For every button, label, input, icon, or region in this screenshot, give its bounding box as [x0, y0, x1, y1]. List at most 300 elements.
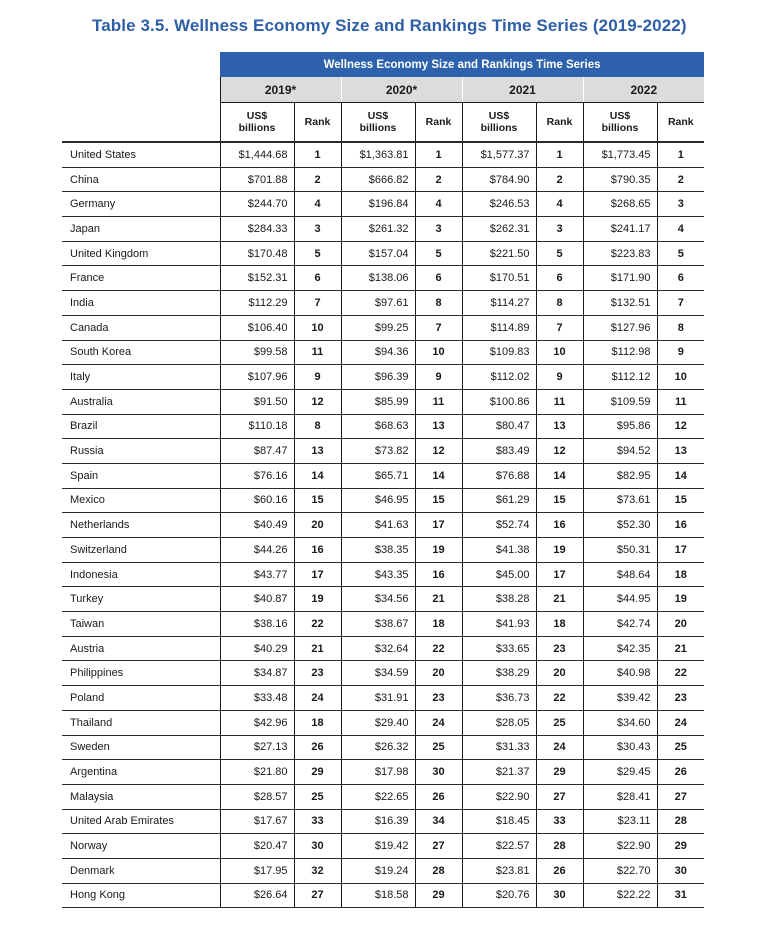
rank-cell: 16 — [536, 513, 583, 538]
value-cell: $52.30 — [583, 513, 657, 538]
value-cell: $20.76 — [462, 883, 536, 908]
table-row — [62, 858, 704, 883]
rank-cell: 25 — [657, 735, 704, 760]
value-cell: $23.81 — [462, 858, 536, 883]
rank-cell: 22 — [294, 612, 341, 637]
value-cell: $48.64 — [583, 562, 657, 587]
value-cell: $110.18 — [220, 414, 294, 439]
table-row — [62, 587, 704, 612]
value-cell: $50.31 — [583, 538, 657, 563]
rank-cell: 9 — [294, 365, 341, 390]
value-cell: $36.73 — [462, 686, 536, 711]
value-cell: $40.29 — [220, 636, 294, 661]
table-row — [62, 192, 704, 217]
value-cell: $170.48 — [220, 241, 294, 266]
rank-cell: 31 — [657, 883, 704, 908]
rank-cell: 23 — [415, 686, 462, 711]
rank-cell: 7 — [294, 291, 341, 316]
value-cell: $784.90 — [462, 167, 536, 192]
country-cell: South Korea — [62, 340, 220, 365]
table-row — [62, 315, 704, 340]
table-row — [62, 562, 704, 587]
country-cell: Austria — [62, 636, 220, 661]
rank-cell: 27 — [657, 784, 704, 809]
rank-cell: 15 — [415, 488, 462, 513]
table-row — [62, 167, 704, 192]
value-cell: $221.50 — [462, 241, 536, 266]
country-cell: Germany — [62, 192, 220, 217]
country-cell: Denmark — [62, 858, 220, 883]
country-cell: Thailand — [62, 710, 220, 735]
value-column-header — [220, 103, 294, 143]
table-row — [62, 463, 704, 488]
value-cell: $94.52 — [583, 439, 657, 464]
country-cell: Italy — [62, 365, 220, 390]
rank-cell: 9 — [536, 365, 583, 390]
rank-cell: 16 — [657, 513, 704, 538]
value-cell: $94.36 — [341, 340, 415, 365]
table-body — [62, 142, 704, 908]
rank-cell: 30 — [294, 834, 341, 859]
rank-cell: 17 — [536, 562, 583, 587]
column-header-row — [62, 103, 704, 143]
table-row — [62, 340, 704, 365]
value-cell: $20.47 — [220, 834, 294, 859]
rank-cell: 11 — [415, 389, 462, 414]
rank-cell: 9 — [657, 340, 704, 365]
value-cell: $45.00 — [462, 562, 536, 587]
value-cell: $80.47 — [462, 414, 536, 439]
country-cell: Switzerland — [62, 538, 220, 563]
country-cell: Spain — [62, 463, 220, 488]
value-cell: $34.60 — [583, 710, 657, 735]
value-header-currency: US$ — [367, 110, 389, 122]
rank-cell: 24 — [657, 710, 704, 735]
value-cell: $22.90 — [462, 784, 536, 809]
value-cell: $61.29 — [462, 488, 536, 513]
table-row — [62, 538, 704, 563]
value-cell: $22.57 — [462, 834, 536, 859]
value-cell: $106.40 — [220, 315, 294, 340]
value-cell: $244.70 — [220, 192, 294, 217]
value-cell: $34.59 — [341, 661, 415, 686]
value-header-currency: US$ — [246, 110, 268, 122]
value-cell: $40.49 — [220, 513, 294, 538]
rank-column-header: Rank — [657, 103, 704, 143]
rank-cell: 2 — [536, 167, 583, 192]
rank-cell: 26 — [294, 735, 341, 760]
rank-cell: 21 — [657, 636, 704, 661]
rank-cell: 23 — [536, 636, 583, 661]
rank-cell: 21 — [294, 636, 341, 661]
country-column-header — [62, 103, 220, 143]
country-cell: Philippines — [62, 661, 220, 686]
year-header-row — [62, 77, 704, 103]
country-cell: India — [62, 291, 220, 316]
rank-cell: 32 — [294, 858, 341, 883]
rank-cell: 21 — [536, 587, 583, 612]
value-cell: $17.98 — [341, 760, 415, 785]
country-cell: United States — [62, 142, 220, 167]
table-row — [62, 291, 704, 316]
value-cell: $52.74 — [462, 513, 536, 538]
table-row — [62, 389, 704, 414]
rank-cell: 13 — [415, 414, 462, 439]
value-cell: $38.28 — [462, 587, 536, 612]
rank-cell: 19 — [657, 587, 704, 612]
rank-cell: 12 — [657, 414, 704, 439]
rank-cell: 3 — [536, 217, 583, 242]
rank-cell: 19 — [415, 538, 462, 563]
value-cell: $17.95 — [220, 858, 294, 883]
rank-cell: 2 — [415, 167, 462, 192]
rank-cell: 14 — [657, 463, 704, 488]
rank-cell: 1 — [294, 142, 341, 167]
year-spacer — [62, 77, 220, 103]
rank-cell: 19 — [294, 587, 341, 612]
rank-cell: 1 — [657, 142, 704, 167]
table-row — [62, 809, 704, 834]
value-cell: $38.35 — [341, 538, 415, 563]
rank-column-header: Rank — [536, 103, 583, 143]
header-spacer — [62, 52, 220, 77]
table-row — [62, 661, 704, 686]
value-header-unit: billions — [359, 122, 397, 134]
table-header-band — [62, 52, 704, 77]
value-header-unit: billions — [238, 122, 276, 134]
rank-cell: 28 — [415, 858, 462, 883]
value-cell: $43.35 — [341, 562, 415, 587]
value-cell: $38.29 — [462, 661, 536, 686]
country-cell: Taiwan — [62, 612, 220, 637]
value-cell: $28.05 — [462, 710, 536, 735]
rank-cell: 15 — [657, 488, 704, 513]
value-column-header — [462, 103, 536, 143]
year-header: 2020* — [341, 77, 462, 103]
value-cell: $65.71 — [341, 463, 415, 488]
rank-cell: 4 — [657, 217, 704, 242]
value-cell: $76.88 — [462, 463, 536, 488]
value-cell: $41.63 — [341, 513, 415, 538]
rank-cell: 14 — [415, 463, 462, 488]
value-cell: $21.37 — [462, 760, 536, 785]
rank-cell: 2 — [294, 167, 341, 192]
rank-cell: 7 — [415, 315, 462, 340]
value-cell: $32.64 — [341, 636, 415, 661]
rank-cell: 15 — [294, 488, 341, 513]
rank-cell: 27 — [415, 834, 462, 859]
rank-cell: 24 — [294, 686, 341, 711]
rank-cell: 5 — [415, 241, 462, 266]
value-cell: $33.65 — [462, 636, 536, 661]
value-cell: $43.77 — [220, 562, 294, 587]
rank-cell: 6 — [536, 266, 583, 291]
rank-cell: 18 — [657, 562, 704, 587]
value-cell: $29.45 — [583, 760, 657, 785]
value-cell: $1,577.37 — [462, 142, 536, 167]
rankings-table — [62, 52, 704, 908]
rank-cell: 8 — [415, 291, 462, 316]
rank-cell: 26 — [415, 784, 462, 809]
country-cell: Hong Kong — [62, 883, 220, 908]
value-cell: $41.93 — [462, 612, 536, 637]
value-cell: $23.11 — [583, 809, 657, 834]
value-cell: $83.49 — [462, 439, 536, 464]
rank-cell: 4 — [294, 192, 341, 217]
value-cell: $29.40 — [341, 710, 415, 735]
rank-cell: 27 — [294, 883, 341, 908]
value-cell: $46.95 — [341, 488, 415, 513]
value-cell: $112.12 — [583, 365, 657, 390]
value-cell: $40.87 — [220, 587, 294, 612]
value-cell: $701.88 — [220, 167, 294, 192]
value-cell: $22.22 — [583, 883, 657, 908]
value-cell: $40.98 — [583, 661, 657, 686]
rank-cell: 1 — [415, 142, 462, 167]
value-cell: $30.43 — [583, 735, 657, 760]
country-cell: Sweden — [62, 735, 220, 760]
country-cell: Turkey — [62, 587, 220, 612]
value-cell: $18.58 — [341, 883, 415, 908]
country-cell: United Arab Emirates — [62, 809, 220, 834]
rank-cell: 13 — [657, 439, 704, 464]
country-cell: Japan — [62, 217, 220, 242]
rank-cell: 11 — [536, 389, 583, 414]
value-column-header — [341, 103, 415, 143]
page-title: Table 3.5. Wellness Economy Size and Rankings Time Series (2019-2022) — [92, 16, 687, 35]
rank-cell: 14 — [536, 463, 583, 488]
value-cell: $22.65 — [341, 784, 415, 809]
value-cell: $152.31 — [220, 266, 294, 291]
rank-cell: 13 — [294, 439, 341, 464]
country-cell: France — [62, 266, 220, 291]
value-cell: $41.38 — [462, 538, 536, 563]
value-cell: $107.96 — [220, 365, 294, 390]
value-cell: $109.59 — [583, 389, 657, 414]
rank-cell: 16 — [415, 562, 462, 587]
value-cell: $42.35 — [583, 636, 657, 661]
value-cell: $34.87 — [220, 661, 294, 686]
rank-cell: 16 — [294, 538, 341, 563]
rank-cell: 18 — [536, 612, 583, 637]
value-cell: $60.16 — [220, 488, 294, 513]
value-cell: $34.56 — [341, 587, 415, 612]
rank-cell: 15 — [536, 488, 583, 513]
year-header: 2022 — [583, 77, 704, 103]
table-row — [62, 883, 704, 908]
rank-cell: 10 — [415, 340, 462, 365]
value-cell: $85.99 — [341, 389, 415, 414]
value-cell: $157.04 — [341, 241, 415, 266]
rank-cell: 23 — [294, 661, 341, 686]
value-cell: $42.96 — [220, 710, 294, 735]
value-cell: $100.86 — [462, 389, 536, 414]
rank-cell: 20 — [536, 661, 583, 686]
table-row — [62, 612, 704, 637]
value-column-header — [583, 103, 657, 143]
rank-cell: 18 — [415, 612, 462, 637]
value-cell: $223.83 — [583, 241, 657, 266]
value-cell: $68.63 — [341, 414, 415, 439]
rank-cell: 29 — [536, 760, 583, 785]
rank-cell: 26 — [657, 760, 704, 785]
rank-cell: 5 — [657, 241, 704, 266]
value-cell: $99.25 — [341, 315, 415, 340]
rank-column-header: Rank — [415, 103, 462, 143]
table-row — [62, 710, 704, 735]
value-cell: $95.86 — [583, 414, 657, 439]
rank-cell: 30 — [657, 858, 704, 883]
value-cell: $31.33 — [462, 735, 536, 760]
value-cell: $44.26 — [220, 538, 294, 563]
table-row — [62, 686, 704, 711]
rank-cell: 6 — [294, 266, 341, 291]
value-cell: $268.65 — [583, 192, 657, 217]
value-cell: $127.96 — [583, 315, 657, 340]
value-cell: $28.41 — [583, 784, 657, 809]
rank-cell: 5 — [536, 241, 583, 266]
rank-cell: 9 — [415, 365, 462, 390]
value-cell: $666.82 — [341, 167, 415, 192]
value-cell: $112.29 — [220, 291, 294, 316]
rank-cell: 26 — [536, 858, 583, 883]
value-cell: $28.57 — [220, 784, 294, 809]
rank-cell: 22 — [415, 636, 462, 661]
value-cell: $26.64 — [220, 883, 294, 908]
value-header-currency: US$ — [609, 110, 631, 122]
rank-cell: 29 — [294, 760, 341, 785]
country-cell: Mexico — [62, 488, 220, 513]
rank-cell: 10 — [657, 365, 704, 390]
rank-cell: 25 — [294, 784, 341, 809]
rank-cell: 6 — [657, 266, 704, 291]
country-cell: Norway — [62, 834, 220, 859]
value-cell: $38.16 — [220, 612, 294, 637]
value-cell: $21.80 — [220, 760, 294, 785]
rank-cell: 23 — [657, 686, 704, 711]
table-row — [62, 760, 704, 785]
rank-cell: 4 — [415, 192, 462, 217]
rank-cell: 7 — [657, 291, 704, 316]
value-cell: $241.17 — [583, 217, 657, 242]
rank-cell: 18 — [294, 710, 341, 735]
rank-cell: 20 — [415, 661, 462, 686]
value-cell: $82.95 — [583, 463, 657, 488]
value-cell: $171.90 — [583, 266, 657, 291]
table-row — [62, 142, 704, 167]
country-cell: Malaysia — [62, 784, 220, 809]
table-row — [62, 784, 704, 809]
table-row — [62, 513, 704, 538]
table-row — [62, 439, 704, 464]
rank-cell: 17 — [657, 538, 704, 563]
value-cell: $109.83 — [462, 340, 536, 365]
rank-cell: 13 — [536, 414, 583, 439]
rank-cell: 12 — [536, 439, 583, 464]
value-cell: $1,363.81 — [341, 142, 415, 167]
value-cell: $138.06 — [341, 266, 415, 291]
rank-cell: 28 — [657, 809, 704, 834]
table-row — [62, 834, 704, 859]
value-cell: $38.67 — [341, 612, 415, 637]
value-cell: $19.24 — [341, 858, 415, 883]
country-cell: Netherlands — [62, 513, 220, 538]
value-cell: $1,773.45 — [583, 142, 657, 167]
value-cell: $31.91 — [341, 686, 415, 711]
rank-cell: 8 — [657, 315, 704, 340]
rank-cell: 33 — [536, 809, 583, 834]
rank-cell: 3 — [294, 217, 341, 242]
value-cell: $99.58 — [220, 340, 294, 365]
value-cell: $73.61 — [583, 488, 657, 513]
country-cell: Poland — [62, 686, 220, 711]
rank-cell: 20 — [657, 612, 704, 637]
value-cell: $87.47 — [220, 439, 294, 464]
rank-cell: 22 — [536, 686, 583, 711]
value-cell: $261.32 — [341, 217, 415, 242]
country-cell: United Kingdom — [62, 241, 220, 266]
value-cell: $196.84 — [341, 192, 415, 217]
table-row — [62, 241, 704, 266]
rank-cell: 7 — [536, 315, 583, 340]
country-cell: Canada — [62, 315, 220, 340]
value-cell: $22.70 — [583, 858, 657, 883]
rank-cell: 28 — [536, 834, 583, 859]
rank-cell: 12 — [294, 389, 341, 414]
value-cell: $1,444.68 — [220, 142, 294, 167]
value-cell: $17.67 — [220, 809, 294, 834]
value-cell: $39.42 — [583, 686, 657, 711]
rank-cell: 24 — [415, 710, 462, 735]
rank-cell: 4 — [536, 192, 583, 217]
country-cell: Argentina — [62, 760, 220, 785]
value-cell: $97.61 — [341, 291, 415, 316]
value-cell: $170.51 — [462, 266, 536, 291]
country-cell: Russia — [62, 439, 220, 464]
value-cell: $26.32 — [341, 735, 415, 760]
rank-cell: 3 — [657, 192, 704, 217]
value-cell: $790.35 — [583, 167, 657, 192]
rank-cell: 3 — [415, 217, 462, 242]
rank-cell: 1 — [536, 142, 583, 167]
country-cell: Brazil — [62, 414, 220, 439]
rank-cell: 11 — [294, 340, 341, 365]
rank-cell: 29 — [415, 883, 462, 908]
value-cell: $112.98 — [583, 340, 657, 365]
country-cell: China — [62, 167, 220, 192]
table-row — [62, 414, 704, 439]
value-cell: $96.39 — [341, 365, 415, 390]
rank-cell: 30 — [415, 760, 462, 785]
rank-cell: 33 — [294, 809, 341, 834]
value-header-unit: billions — [480, 122, 518, 134]
value-cell: $76.16 — [220, 463, 294, 488]
rank-cell: 10 — [294, 315, 341, 340]
value-cell: $16.39 — [341, 809, 415, 834]
rank-column-header: Rank — [294, 103, 341, 143]
value-cell: $91.50 — [220, 389, 294, 414]
value-cell: $33.48 — [220, 686, 294, 711]
value-cell: $262.31 — [462, 217, 536, 242]
rank-cell: 8 — [536, 291, 583, 316]
rank-cell: 24 — [536, 735, 583, 760]
year-header: 2021 — [462, 77, 583, 103]
table-row — [62, 266, 704, 291]
table-row — [62, 365, 704, 390]
year-header: 2019* — [220, 77, 341, 103]
value-cell: $114.89 — [462, 315, 536, 340]
table-row — [62, 636, 704, 661]
